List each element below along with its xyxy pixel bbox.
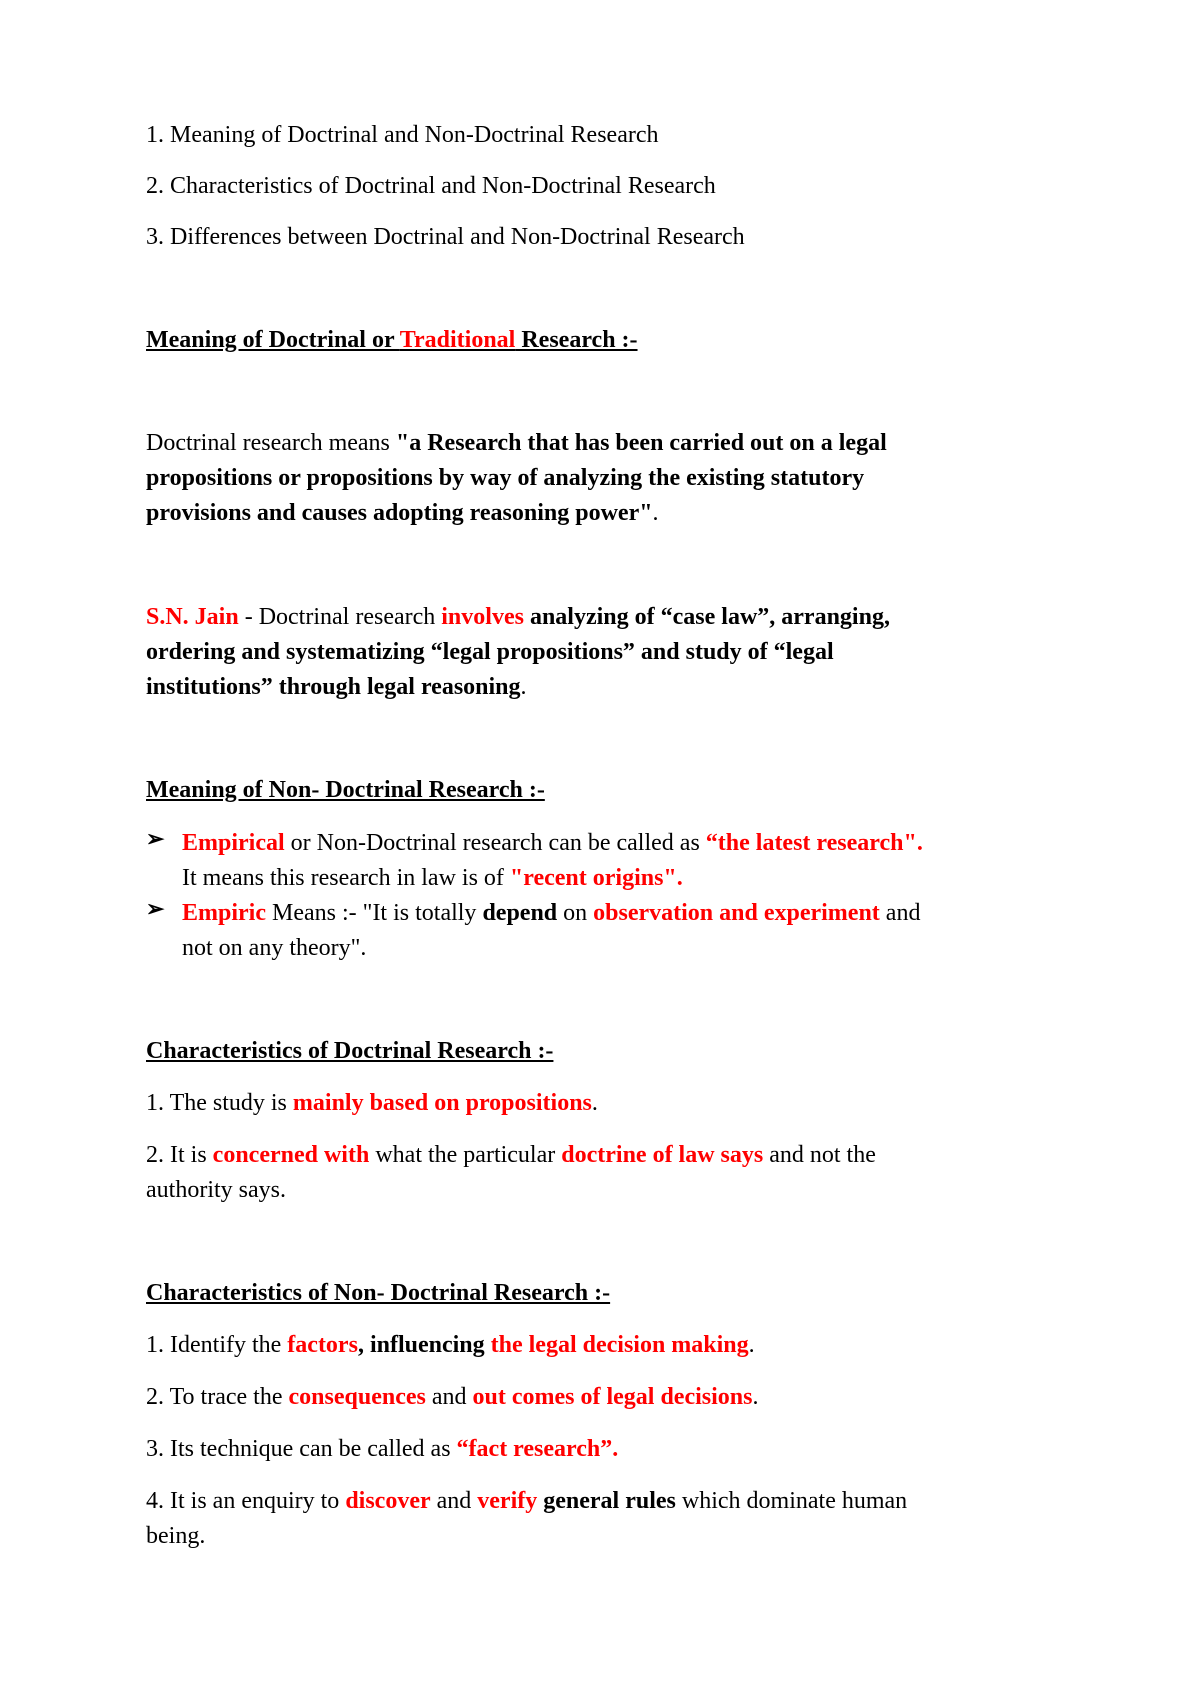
list-item: 3. Its technique can be called as “fact research”. <box>146 1436 619 1462</box>
paragraph-line: Doctrinal research means "a Research that has been carried out on a legal <box>146 430 887 456</box>
section-heading-doctrinal-characteristics: Characteristics of Doctrinal Research :- <box>146 1038 554 1064</box>
paragraph-line: provisions and causes adopting reasoning power". <box>146 500 659 526</box>
bullet-line: It means this research in law is of "recent origins". <box>182 865 683 891</box>
section-heading-non-doctrinal-characteristics: Characteristics of Non- Doctrinal Research :- <box>146 1280 611 1306</box>
bullet-line: Empirical or Non-Doctrinal research can be called as “the latest research". <box>182 830 923 856</box>
paragraph-line: S.N. Jain - Doctrinal research involves analyzing of “case law”, arranging, <box>146 604 890 630</box>
section-heading-doctrinal-meaning: Meaning of Doctrinal or Traditional Research :- <box>146 327 638 353</box>
paragraph-line: propositions or propositions by way of analyzing the existing statutory <box>146 465 865 491</box>
list-item-continued: authority says. <box>146 1177 286 1203</box>
arrow-bullet-icon: ➢ <box>146 826 165 851</box>
paragraph-line: ordering and systematizing “legal propositions” and study of “legal <box>146 639 834 665</box>
section-heading-non-doctrinal-meaning: Meaning of Non- Doctrinal Research :- <box>146 777 545 803</box>
toc-item-2: 2. Characteristics of Doctrinal and Non-Doctrinal Research <box>146 173 716 199</box>
toc-item-1: 1. Meaning of Doctrinal and Non-Doctrinal Research <box>146 122 659 148</box>
list-item: 1. The study is mainly based on propositions. <box>146 1090 598 1116</box>
bullet-line: Empiric Means :- "It is totally depend on observation and experiment and <box>182 900 921 926</box>
list-item-continued: being. <box>146 1523 206 1549</box>
list-item: 2. It is concerned with what the particular doctrine of law says and not the <box>146 1142 876 1168</box>
list-item: 1. Identify the factors, influencing the legal decision making. <box>146 1332 755 1358</box>
bullet-line: not on any theory". <box>182 935 367 961</box>
paragraph-line: institutions” through legal reasoning. <box>146 674 527 700</box>
arrow-bullet-icon: ➢ <box>146 896 165 921</box>
list-item: 2. To trace the consequences and out comes of legal decisions. <box>146 1384 759 1410</box>
toc-item-3: 3. Differences between Doctrinal and Non-Doctrinal Research <box>146 224 745 250</box>
list-item: 4. It is an enquiry to discover and verify general rules which dominate human <box>146 1488 908 1514</box>
